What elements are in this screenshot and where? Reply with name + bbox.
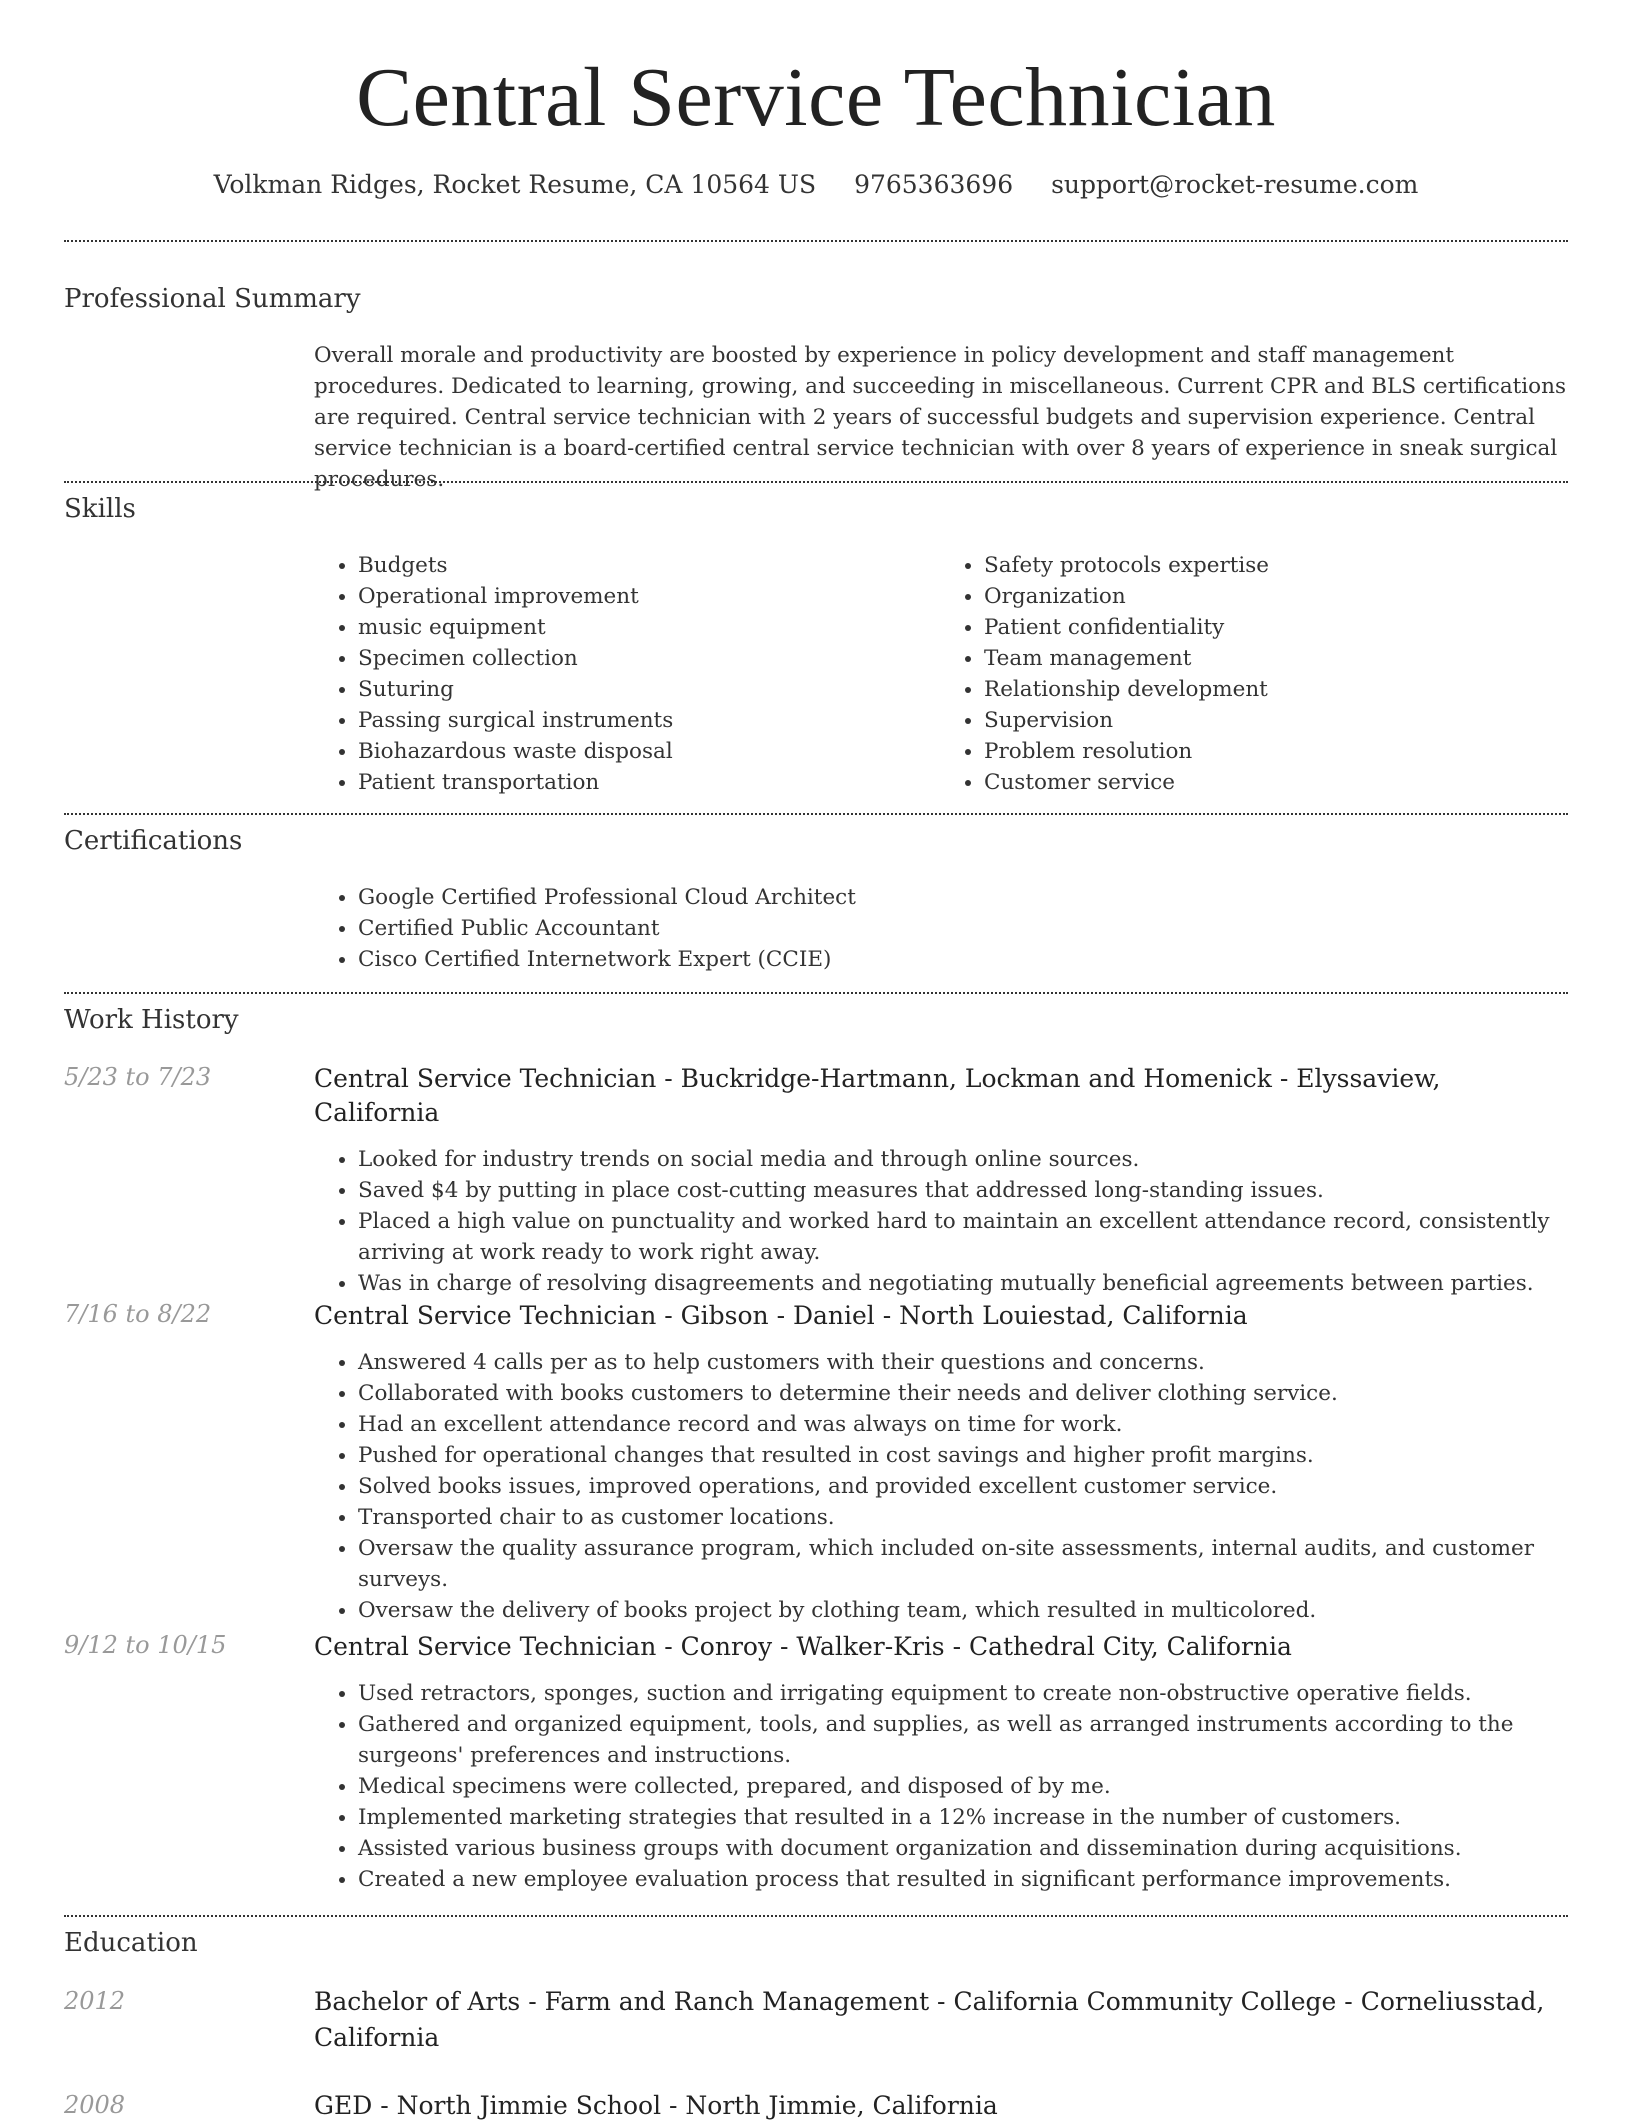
- divider: [64, 240, 1568, 242]
- summary-text: Overall morale and productivity are boosted by experience in policy development and staff management procedures. Dedicated to learning, growing, and succeeding in miscellaneous. Current CPR and BLS certifications are required. Central service technician with 2 years of successful budgets and supervision experience. Central service technician is a board-certified central service technician with over 8 years of experience in sneak surgical procedures.: [314, 343, 1566, 492]
- certifications-heading: Certifications: [64, 826, 243, 856]
- divider: [64, 992, 1568, 994]
- job-bullet: • Was in charge of resolving disagreements and negotiating mutually beneficial agreements between parties.: [358, 1268, 1566, 1299]
- skill-item: • Operational improvement: [358, 581, 940, 612]
- job-entry: [314, 1062, 1566, 1299]
- job-bullet: • Had an excellent attendance record and was always on time for work.: [358, 1409, 1566, 1440]
- job-bullet: • Answered 4 calls per as to help customers with their questions and concerns.: [358, 1347, 1566, 1378]
- job-bullets: [314, 1678, 1566, 1895]
- contact-line: [0, 170, 1632, 199]
- job-bullet: • Created a new employee evaluation process that resulted in significant performance improvements.: [358, 1864, 1566, 1895]
- job-bullet: • Collaborated with books customers to determine their needs and deliver clothing service.: [358, 1378, 1566, 1409]
- job-bullet: • Saved $4 by putting in place cost-cutting measures that addressed long-standing issues.: [358, 1175, 1566, 1206]
- education-year: 2012: [64, 1987, 126, 2015]
- contact-phone: 9765363696: [854, 170, 1014, 199]
- job-bullet: • Pushed for operational changes that resulted in cost savings and higher profit margins.: [358, 1440, 1566, 1471]
- job-title: Central Service Technician - Conroy - Walker-Kris - Cathedral City, California: [314, 1632, 1292, 1661]
- education-year: 2008: [64, 2091, 126, 2119]
- skill-item: • Budgets: [358, 550, 940, 581]
- skills-column-left: [314, 550, 940, 798]
- job-bullet: • Solved books issues, improved operations, and provided excellent customer service.: [358, 1471, 1566, 1502]
- skill-item: • music equipment: [358, 612, 940, 643]
- job-bullet: • Oversaw the delivery of books project by clothing team, which resulted in multicolored.: [358, 1595, 1566, 1626]
- education-entry: [314, 1984, 1566, 2056]
- divider: [64, 481, 1568, 483]
- skills-column-right: [940, 550, 1566, 798]
- divider: [64, 1915, 1568, 1917]
- skill-item: • Suturing: [358, 674, 940, 705]
- job-entry: [314, 1630, 1566, 1895]
- job-dates: 5/23 to 7/23: [64, 1063, 212, 1091]
- summary-body: [314, 340, 1566, 495]
- job-bullet: • Implemented marketing strategies that resulted in a 12% increase in the number of customers.: [358, 1802, 1566, 1833]
- job-bullet: • Placed a high value on punctuality and worked hard to maintain an excellent attendance record, consistently arriving at work ready to work right away.: [358, 1206, 1566, 1268]
- skill-item: • Customer service: [984, 767, 1566, 798]
- contact-email: support@rocket-resume.com: [1051, 170, 1419, 199]
- skills-list: [314, 550, 1566, 798]
- skills-heading: Skills: [64, 494, 136, 524]
- job-bullet: • Medical specimens were collected, prepared, and disposed of by me.: [358, 1771, 1566, 1802]
- job-entry: [314, 1299, 1566, 1626]
- job-dates: 7/16 to 8/22: [64, 1300, 212, 1328]
- skill-item: • Safety protocols expertise: [984, 550, 1566, 581]
- work-history-heading: Work History: [64, 1005, 239, 1035]
- job-bullet: • Assisted various business groups with document organization and dissemination during acquisitions.: [358, 1833, 1566, 1864]
- education-title: GED - North Jimmie School - North Jimmie, California: [314, 2091, 998, 2120]
- education-title: Bachelor of Arts - Farm and Ranch Management - California Community College - Corneliusstad, California: [314, 1987, 1545, 2052]
- skill-item: • Specimen collection: [358, 643, 940, 674]
- certification-item: • Cisco Certified Internetwork Expert (CCIE): [358, 944, 1566, 975]
- summary-heading: Professional Summary: [64, 284, 361, 314]
- job-title: Central Service Technician - Gibson - Daniel - North Louiestad, California: [314, 1301, 1248, 1330]
- skill-item: • Patient transportation: [358, 767, 940, 798]
- skill-item: • Biohazardous waste disposal: [358, 736, 940, 767]
- skill-item: • Supervision: [984, 705, 1566, 736]
- contact-address: Volkman Ridges, Rocket Resume, CA 10564 US: [213, 170, 817, 199]
- job-bullets: [314, 1347, 1566, 1626]
- education-heading: Education: [64, 1928, 198, 1958]
- skill-item: • Problem resolution: [984, 736, 1566, 767]
- skill-item: • Team management: [984, 643, 1566, 674]
- candidate-name: Central Service Technician: [356, 51, 1276, 144]
- job-bullets: [314, 1144, 1566, 1299]
- job-bullet: • Looked for industry trends on social media and through online sources.: [358, 1144, 1566, 1175]
- education-entry: [314, 2088, 1566, 2124]
- job-bullet: • Used retractors, sponges, suction and irrigating equipment to create non-obstructive operative fields.: [358, 1678, 1566, 1709]
- skill-item: • Relationship development: [984, 674, 1566, 705]
- divider: [64, 813, 1568, 815]
- job-title: Central Service Technician - Buckridge-Hartmann, Lockman and Homenick - Elyssaview, California: [314, 1064, 1441, 1127]
- job-dates: 9/12 to 10/15: [64, 1631, 227, 1659]
- certification-item: • Google Certified Professional Cloud Architect: [358, 882, 1566, 913]
- skill-item: • Passing surgical instruments: [358, 705, 940, 736]
- skill-item: • Organization: [984, 581, 1566, 612]
- job-bullet: • Transported chair to as customer locations.: [358, 1502, 1566, 1533]
- job-bullet: • Oversaw the quality assurance program, which included on-site assessments, internal audits, and customer surveys.: [358, 1533, 1566, 1595]
- job-bullet: • Gathered and organized equipment, tools, and supplies, as well as arranged instruments according to the surgeons' preferences and instructions.: [358, 1709, 1566, 1771]
- certifications-list: [314, 882, 1566, 975]
- skill-item: • Patient confidentiality: [984, 612, 1566, 643]
- resume-header: [0, 48, 1632, 199]
- certification-item: • Certified Public Accountant: [358, 913, 1566, 944]
